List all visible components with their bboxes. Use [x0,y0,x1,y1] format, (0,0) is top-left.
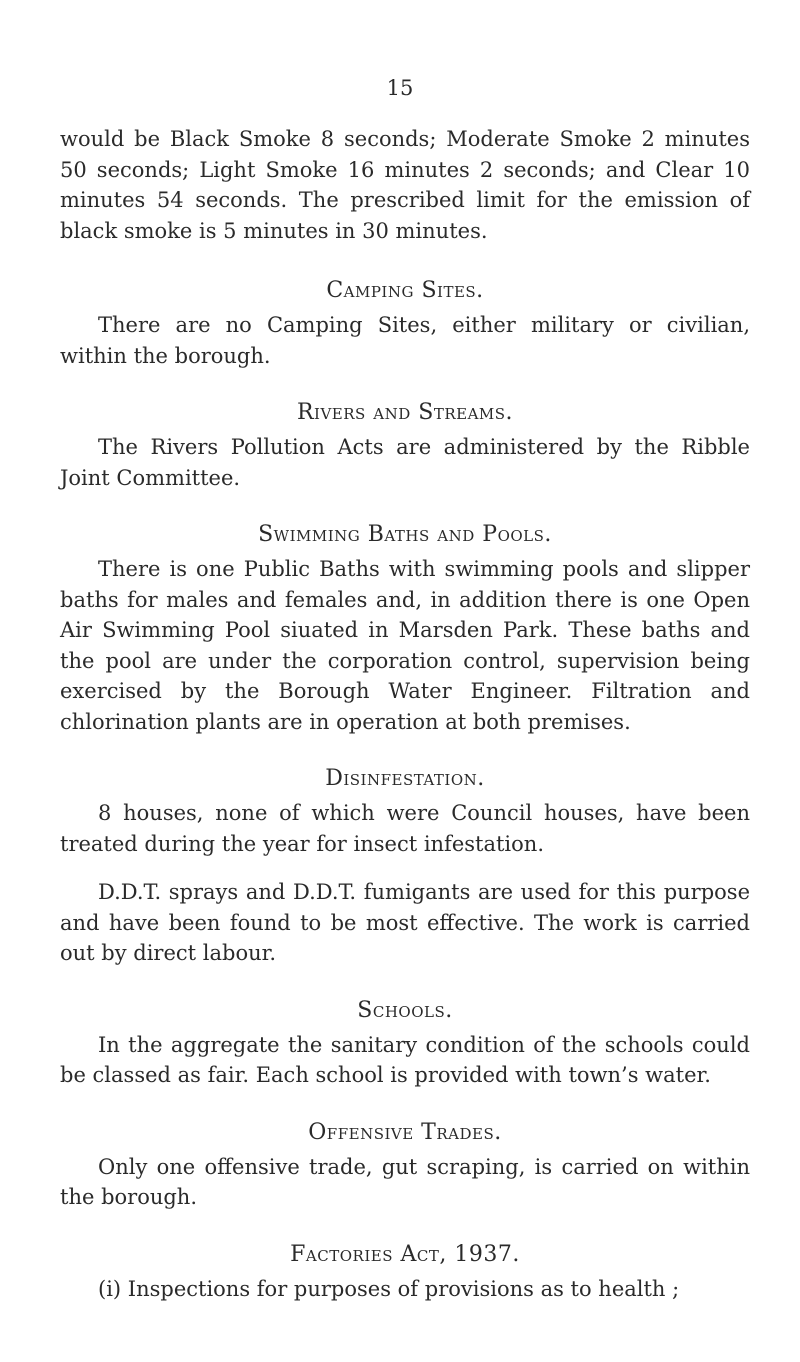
camping-sites-heading: Camping Sites. [326,278,484,303]
disinfestation-paragraph-1: 8 houses, none of which were Council houses, have been treated during the year for insect infestation. [60,801,750,856]
rivers-streams-paragraph: The Rivers Pollution Acts are administered by the Ribble Joint Committee. [60,435,750,490]
swimming-baths-heading: Swimming Baths and Pools. [258,522,552,547]
offensive-trades-heading: Offensive Trades. [308,1119,502,1145]
factories-act-heading: Factories Act, 1937. [290,1241,520,1267]
camping-sites-paragraph: There are no Camping Sites, either military or civilian, within the borough. [60,313,750,368]
schools-paragraph: In the aggregate the sanitary condition of the schools could be classed as fair. Each school is provided with town’s water. [60,1032,750,1087]
disinfestation-heading: Disinfestation. [325,766,485,791]
factories-act-paragraph: (i) Inspections for purposes of provisions as to health ; [98,1276,680,1301]
disinfestation-paragraph-2: D.D.T. sprays and D.D.T. fumigants are used for this purpose and have been found to be most effective. The work is carried out by direct labour. [60,880,750,965]
page-number: 15 [386,76,414,100]
rivers-streams-heading: Rivers and Streams. [296,400,514,425]
intro-paragraph: would be Black Smoke 8 seconds; Moderate Smoke 2 minutes 50 seconds; Light Smoke 16 minutes 2 seconds; and Clear 10 minutes 54 seconds. The prescribed limit for the emission of black smoke is 5 minutes in 30 minutes. [60,127,750,243]
page-content [60,124,750,1304]
offensive-trades-paragraph: Only one offensive trade, gut scraping, is carried on within the borough. [60,1154,750,1209]
swimming-baths-paragraph: There is one Public Baths with swimming pools and slipper baths for males and females and, in addition there is one Open Air Swimming Pool siuated in Marsden Park. These baths and the pool are under the corporation control, supervision being exercised by the Borough Water Engineer. Filtration and chlorination plants are in operation at both premises. [60,557,750,734]
schools-heading: Schools. [357,997,453,1023]
